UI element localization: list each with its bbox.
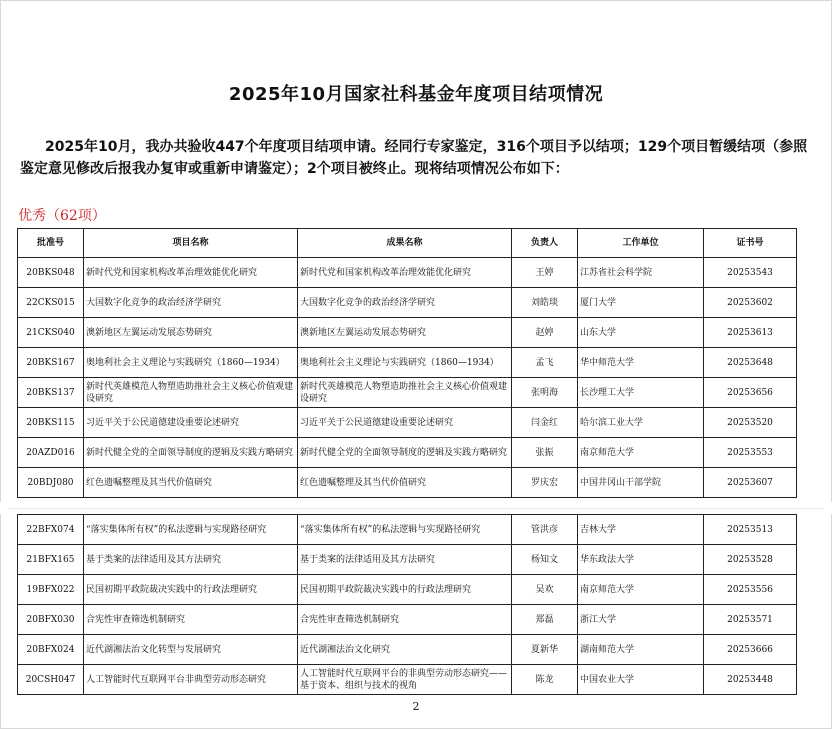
table-row <box>18 348 797 378</box>
table-row <box>18 408 797 438</box>
column-header: 成果名称 <box>298 229 512 258</box>
approval-number-cell: 20BFX030 <box>18 605 84 635</box>
page-number: 2 <box>412 700 420 713</box>
leader-cell: 孟飞 <box>512 348 578 378</box>
result-name-cell: “落实集体所有权”的私法逻辑与实现路径研究 <box>298 515 512 545</box>
certificate-number-cell: 20253528 <box>704 545 797 575</box>
leader-cell: 管洪彦 <box>512 515 578 545</box>
project-name-cell: “落实集体所有权”的私法逻辑与实现路径研究 <box>84 515 298 545</box>
result-name-cell: 大国数字化竞争的政治经济学研究 <box>298 288 512 318</box>
page-title: 2025年10月国家社科基金年度项目结项情况 <box>228 84 604 105</box>
table-row <box>18 635 797 665</box>
approval-number-cell: 20BDJ080 <box>18 468 84 498</box>
certificate-number-cell: 20253556 <box>704 575 797 605</box>
result-name-cell: 民国初期平政院裁决实践中的行政法理研究 <box>298 575 512 605</box>
column-header: 批准号 <box>18 229 84 258</box>
project-name-cell: 大国数字化竞争的政治经济学研究 <box>84 288 298 318</box>
table-row <box>18 665 797 695</box>
leader-cell: 张振 <box>512 438 578 468</box>
project-name-cell: 新时代英雄模范人物塑造助推社会主义核心价值观建设研究 <box>84 378 298 408</box>
result-name-cell: 奥地利社会主义理论与实践研究（1860—1934） <box>298 348 512 378</box>
results-table-page2 <box>17 514 797 695</box>
result-name-cell: 习近平关于公民道德建设重要论述研究 <box>298 408 512 438</box>
institution-cell: 江苏省社会科学院 <box>578 258 704 288</box>
certificate-number-cell: 20253448 <box>704 665 797 695</box>
approval-number-cell: 20BFX024 <box>18 635 84 665</box>
result-name-cell: 基于类案的法律适用及其方法研究 <box>298 545 512 575</box>
approval-number-cell: 20BKS137 <box>18 378 84 408</box>
certificate-number-cell: 20253513 <box>704 515 797 545</box>
column-header: 负责人 <box>512 229 578 258</box>
category-heading: 优秀（62项） <box>18 208 106 224</box>
certificate-number-cell: 20253520 <box>704 408 797 438</box>
project-name-cell: 新时代党和国家机构改革治理效能优化研究 <box>84 258 298 288</box>
result-name-cell: 新时代英雄模范人物塑造助推社会主义核心价值观建设研究 <box>298 378 512 408</box>
institution-cell: 中国农业大学 <box>578 665 704 695</box>
institution-cell: 南京师范大学 <box>578 438 704 468</box>
approval-number-cell: 20BKS167 <box>18 348 84 378</box>
institution-cell: 厦门大学 <box>578 288 704 318</box>
leader-cell: 杨知文 <box>512 545 578 575</box>
approval-number-cell: 20CSH047 <box>18 665 84 695</box>
approval-number-cell: 20AZD016 <box>18 438 84 468</box>
institution-cell: 中国井冈山干部学院 <box>578 468 704 498</box>
table-row <box>18 318 797 348</box>
project-name-cell: 奥地利社会主义理论与实践研究（1860—1934） <box>84 348 298 378</box>
project-name-cell: 近代湖湘法治文化转型与发展研究 <box>84 635 298 665</box>
leader-cell: 闫金红 <box>512 408 578 438</box>
approval-number-cell: 20BKS115 <box>18 408 84 438</box>
leader-cell: 张明海 <box>512 378 578 408</box>
project-name-cell: 红色遗嘱整理及其当代价值研究 <box>84 468 298 498</box>
result-name-cell: 新时代健全党的全面领导制度的逻辑及实践方略研究 <box>298 438 512 468</box>
result-name-cell: 新时代党和国家机构改革治理效能优化研究 <box>298 258 512 288</box>
project-name-cell: 新时代健全党的全面领导制度的逻辑及实践方略研究 <box>84 438 298 468</box>
result-name-cell: 合宪性审查筛选机制研究 <box>298 605 512 635</box>
certificate-number-cell: 20253571 <box>704 605 797 635</box>
approval-number-cell: 21CKS040 <box>18 318 84 348</box>
result-name-cell: 红色遗嘱整理及其当代价值研究 <box>298 468 512 498</box>
certificate-number-cell: 20253607 <box>704 468 797 498</box>
institution-cell: 哈尔滨工业大学 <box>578 408 704 438</box>
leader-cell: 罗庆宏 <box>512 468 578 498</box>
leader-cell: 陈龙 <box>512 665 578 695</box>
table-row <box>18 605 797 635</box>
leader-cell: 夏新华 <box>512 635 578 665</box>
table-row <box>18 258 797 288</box>
approval-number-cell: 20BKS048 <box>18 258 84 288</box>
page-break <box>0 502 832 514</box>
approval-number-cell: 22CKS015 <box>18 288 84 318</box>
project-name-cell: 习近平关于公民道德建设重要论述研究 <box>84 408 298 438</box>
approval-number-cell: 22BFX074 <box>18 515 84 545</box>
table-row <box>18 288 797 318</box>
table-row <box>18 438 797 468</box>
column-header: 项目名称 <box>84 229 298 258</box>
leader-cell: 赵婷 <box>512 318 578 348</box>
institution-cell: 吉林大学 <box>578 515 704 545</box>
leader-cell: 王婷 <box>512 258 578 288</box>
institution-cell: 浙江大学 <box>578 605 704 635</box>
table-header-row <box>18 229 797 258</box>
certificate-number-cell: 20253543 <box>704 258 797 288</box>
table-row <box>18 378 797 408</box>
certificate-number-cell: 20253602 <box>704 288 797 318</box>
result-name-cell: 人工智能时代互联网平台的非典型劳动形态研究——基于资本、组织与技术的视角 <box>298 665 512 695</box>
certificate-number-cell: 20253666 <box>704 635 797 665</box>
column-header: 工作单位 <box>578 229 704 258</box>
column-header: 证书号 <box>704 229 797 258</box>
leader-cell: 吴欢 <box>512 575 578 605</box>
project-name-cell: 人工智能时代互联网平台非典型劳动形态研究 <box>84 665 298 695</box>
results-table-page1 <box>17 228 797 498</box>
institution-cell: 湖南师范大学 <box>578 635 704 665</box>
institution-cell: 华东政法大学 <box>578 545 704 575</box>
project-name-cell: 基于类案的法律适用及其方法研究 <box>84 545 298 575</box>
certificate-number-cell: 20253656 <box>704 378 797 408</box>
project-name-cell: 合宪性审查筛选机制研究 <box>84 605 298 635</box>
approval-number-cell: 21BFX165 <box>18 545 84 575</box>
table-row <box>18 515 797 545</box>
certificate-number-cell: 20253553 <box>704 438 797 468</box>
result-name-cell: 澳新地区左翼运动发展态势研究 <box>298 318 512 348</box>
table-row <box>18 468 797 498</box>
certificate-number-cell: 20253648 <box>704 348 797 378</box>
leader-cell: 刘皓琰 <box>512 288 578 318</box>
leader-cell: 郑磊 <box>512 605 578 635</box>
project-name-cell: 澳新地区左翼运动发展态势研究 <box>84 318 298 348</box>
approval-number-cell: 19BFX022 <box>18 575 84 605</box>
institution-cell: 山东大学 <box>578 318 704 348</box>
intro-text: 2025年10月，我办共验收447个年度项目结项申请。经同行专家鉴定，316个项目予以结项；129个项目暂缓结项（参照鉴定意见修改后报我办复审或重新申请鉴定）；2个项目被终止。现将结项情况公布如下： <box>20 139 808 177</box>
table-row <box>18 545 797 575</box>
table-row <box>18 575 797 605</box>
institution-cell: 长沙理工大学 <box>578 378 704 408</box>
project-name-cell: 民国初期平政院裁决实践中的行政法理研究 <box>84 575 298 605</box>
institution-cell: 华中师范大学 <box>578 348 704 378</box>
institution-cell: 南京师范大学 <box>578 575 704 605</box>
result-name-cell: 近代湖湘法治文化研究 <box>298 635 512 665</box>
certificate-number-cell: 20253613 <box>704 318 797 348</box>
intro-paragraph <box>20 136 820 180</box>
